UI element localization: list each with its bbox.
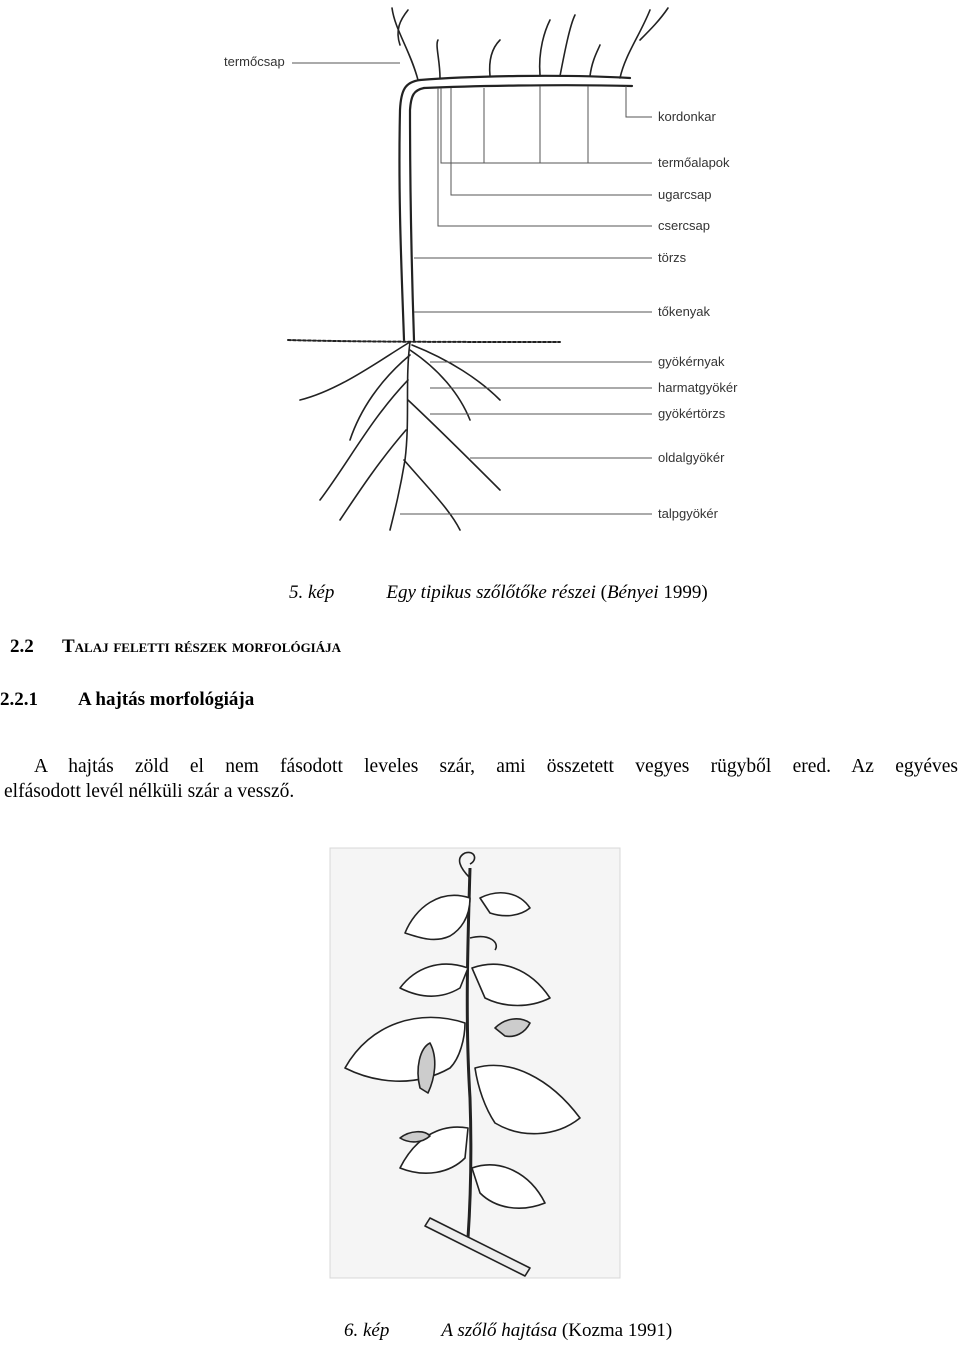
label-kordonkar: kordonkar	[658, 109, 716, 124]
figure2-title: A szőlő hajtása	[441, 1320, 558, 1341]
section-number: 2.2	[10, 636, 34, 657]
subsection-heading	[0, 689, 254, 711]
section-heading	[10, 636, 341, 658]
figure1-caption	[289, 582, 708, 604]
figure1-title: Egy tipikus szőlőtőke részei	[386, 582, 596, 603]
paragraph-line-1: A hajtás zöld el nem fásodott leveles szár, ami összetett vegyes rügyből ered. Az egyéves	[34, 756, 958, 777]
label-termocsap: termőcsap	[224, 54, 285, 69]
paragraph-line-2: elfásodott levél nélküli szár a vessző.	[4, 781, 295, 802]
figure1-year: 1999)	[658, 582, 708, 603]
body-paragraph	[4, 754, 958, 804]
figure1-author: Bényei	[606, 582, 659, 603]
label-gyokernyak: gyökérnyak	[658, 354, 725, 369]
label-torzs: törzs	[658, 250, 687, 265]
figure2-caption	[344, 1320, 672, 1342]
figure2-source: (Kozma 1991)	[557, 1320, 673, 1341]
vine-diagram	[200, 0, 760, 560]
label-oldalgyoker: oldalgyökér	[658, 450, 725, 465]
subsection-title: A hajtás morfológiája	[78, 689, 255, 710]
section-title: Talaj feletti részek morfológiája	[62, 636, 342, 657]
label-termoalapok: termőalapok	[658, 155, 730, 170]
cordon-arm	[420, 76, 630, 80]
subsection-number: 2.2.1	[0, 689, 38, 710]
shoot-drawing	[320, 838, 630, 1308]
soil-line	[288, 340, 560, 342]
label-tokenyak: tőkenyak	[658, 304, 711, 319]
figure2-number: 6. kép	[344, 1320, 390, 1341]
label-ugarcsap: ugarcsap	[658, 187, 712, 202]
figure1-number: 5. kép	[289, 582, 335, 603]
label-gyokertorzs: gyökértörzs	[658, 406, 726, 421]
figure1-source-open: (	[600, 582, 607, 603]
label-csercsap: csercsap	[658, 218, 711, 233]
label-harmatgyoker: harmatgyökér	[658, 380, 738, 395]
label-talpgyoker: talpgyökér	[658, 506, 718, 521]
